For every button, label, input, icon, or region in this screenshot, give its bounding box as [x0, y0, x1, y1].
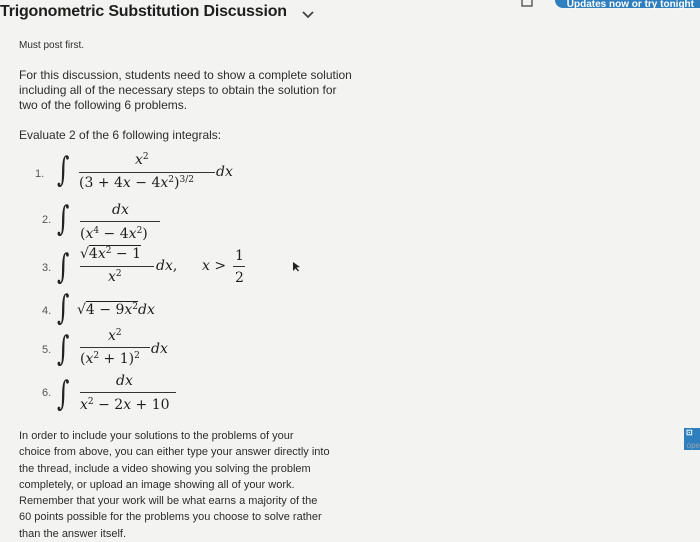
- integral-sign: ∫: [57, 329, 70, 369]
- instructions-line-4: completely, or upload an image showing all of your work.: [19, 478, 295, 491]
- problem-1-fraction-bar: [79, 172, 215, 173]
- problem-2-numerator: dx: [112, 202, 129, 218]
- problem-3-fraction-bar: [80, 266, 154, 267]
- side-panel-label: ope: [686, 441, 700, 450]
- instructions-line-7: than the answer itself.: [19, 527, 127, 540]
- problem-number: 3.: [42, 262, 52, 274]
- mouse-cursor-icon: [292, 262, 300, 272]
- problem-number: 1.: [35, 168, 45, 180]
- intro-line-2: including all of the necessary steps to obtain the solution for: [19, 83, 337, 97]
- integral-sign: ∫: [57, 199, 70, 239]
- instructions-line-2: choice from above, you can either type your answer directly into: [19, 446, 330, 459]
- problem-6-numerator: dx: [116, 373, 133, 389]
- instructions-line-6: 60 points possible for the problems you choose to solve rather: [19, 511, 322, 524]
- problem-4-integrand: $√4 - 9x^2dx$: [77, 302, 155, 318]
- instructions-line-5: Remember that your work will be what earns a majority of the: [19, 495, 318, 508]
- problem-5-numerator: $x^2$: [108, 328, 122, 344]
- problem-1-denominator: $(3 + 4x - 4x^2)^{3/2}$: [79, 175, 194, 191]
- side-panel-badge-glyph: ⊡: [686, 428, 693, 437]
- problem-5-fraction-bar: [80, 347, 150, 348]
- intro-line-1: For this discussion, students need to show a complete solution: [19, 68, 352, 82]
- integral-sign: ∫: [57, 288, 70, 328]
- problem-1-differential: dx: [216, 164, 233, 180]
- problem-3-denominator: $x^2$: [108, 269, 122, 285]
- problem-3-half-numerator: 1: [235, 248, 244, 264]
- problem-number: 4.: [42, 305, 52, 317]
- problem-5-differential: dx: [151, 341, 168, 357]
- instructions-line-3: the thread, include a video showing you solving the problem: [19, 462, 311, 475]
- problem-number: 6.: [42, 387, 52, 399]
- problem-2-fraction-bar: [80, 221, 160, 222]
- window-icon[interactable]: [521, 0, 533, 8]
- intro-line-3: two of the following 6 problems.: [19, 98, 188, 112]
- problem-1-numerator: $x^2$: [135, 152, 149, 168]
- evaluate-prompt: Evaluate 2 of the 6 following integrals:: [19, 128, 222, 142]
- must-post-notice: Must post first.: [19, 40, 85, 51]
- problem-2-denominator: $(x^4 - 4x^2)$: [80, 226, 148, 242]
- problem-3-differential: dx,: [156, 258, 178, 274]
- submission-instructions: [19, 428, 369, 542]
- problem-number: 2.: [42, 214, 52, 226]
- chevron-down-icon[interactable]: [301, 10, 315, 20]
- instructions-line-1: In order to include your solutions to the problems of your: [19, 430, 294, 442]
- integral-sign: ∫: [57, 150, 70, 190]
- integral-sign: ∫: [57, 374, 70, 414]
- integral-sign: ∫: [57, 247, 70, 287]
- problem-3-half-denominator: 2: [235, 270, 244, 286]
- page-title: Trigonometric Substitution Discussion: [0, 3, 287, 20]
- top-bar-right: [521, 0, 700, 14]
- problem-6-fraction-bar: [80, 392, 176, 393]
- updates-notification[interactable]: Updates now or try tonight: [555, 0, 700, 8]
- problem-5-denominator: $(x^2 + 1)^2$: [80, 351, 140, 367]
- problem-number: 5.: [42, 344, 52, 356]
- problem-list: [30, 152, 330, 422]
- problem-3-numerator: $√4x^2 - 1$: [80, 246, 142, 262]
- discussion-title-row[interactable]: [0, 0, 315, 27]
- problem-6-denominator: $x^2 - 2x + 10$: [80, 397, 170, 413]
- problem-3-half-bar: [233, 266, 245, 267]
- problem-3-condition: x >: [202, 258, 227, 274]
